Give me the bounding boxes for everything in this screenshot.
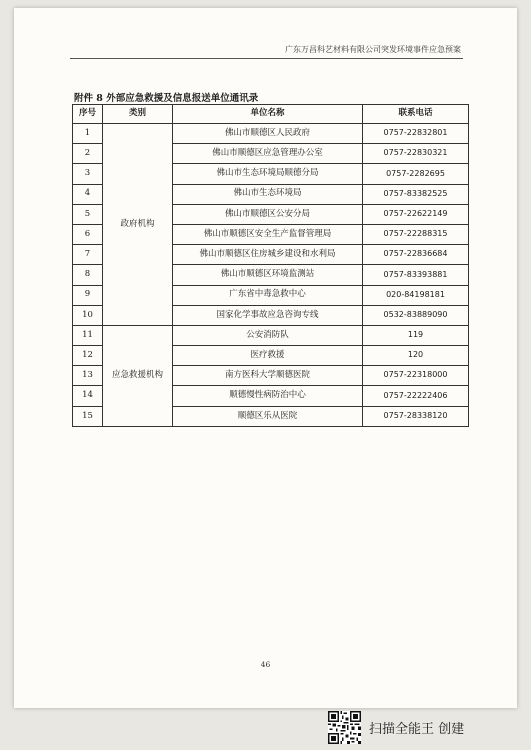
category-cell: 应急救援机构 xyxy=(103,325,173,426)
column-header-category: 类别 xyxy=(103,105,173,124)
unit-name-cell: 国家化学事故应急咨询专线 xyxy=(173,305,363,325)
row-number: 13 xyxy=(73,366,103,386)
running-header: 广东万昌科艺材料有限公司突发环境事件应急预案 xyxy=(285,45,461,54)
watermark-label: 扫描全能王 创建 xyxy=(369,721,465,737)
phone-cell: 0757-22222406 xyxy=(363,386,469,406)
row-number: 10 xyxy=(73,305,103,325)
unit-name-cell: 佛山市顺德区环境监测站 xyxy=(173,265,363,285)
phone-cell: 020-84198181 xyxy=(363,285,469,305)
phone-cell: 0757-22622149 xyxy=(363,204,469,224)
qr-code-icon xyxy=(328,711,361,744)
unit-name-cell: 顺德慢性病防治中心 xyxy=(173,386,363,406)
row-number: 8 xyxy=(73,265,103,285)
phone-cell: 119 xyxy=(363,325,469,345)
unit-name-cell: 佛山市生态环境局 xyxy=(173,184,363,204)
unit-name-cell: 佛山市生态环境局顺德分局 xyxy=(173,164,363,184)
unit-name-cell: 佛山市顺德区人民政府 xyxy=(173,124,363,144)
column-header-phone: 联系电话 xyxy=(363,105,469,124)
unit-name-cell: 佛山市顺德区应急管理办公室 xyxy=(173,144,363,164)
table-body xyxy=(73,124,469,427)
phone-cell: 0757-28338120 xyxy=(363,406,469,426)
phone-cell: 0757-22288315 xyxy=(363,224,469,244)
section-title: 附件 8 外部应急救援及信息报送单位通讯录 xyxy=(74,93,259,104)
unit-name-cell: 南方医科大学顺德医院 xyxy=(173,366,363,386)
scanner-watermark xyxy=(328,710,464,744)
unit-name-cell: 顺德区乐从医院 xyxy=(173,406,363,426)
row-number: 7 xyxy=(73,245,103,265)
unit-name-cell: 佛山市顺德区安全生产监督管理局 xyxy=(173,224,363,244)
row-number: 2 xyxy=(73,144,103,164)
phone-cell: 0757-22318000 xyxy=(363,366,469,386)
column-header-number: 序号 xyxy=(73,105,103,124)
phone-cell: 0757-83393881 xyxy=(363,265,469,285)
phone-cell: 0757-2282695 xyxy=(363,164,469,184)
unit-name-cell: 佛山市顺德区住房城乡建设和水利局 xyxy=(173,245,363,265)
row-number: 6 xyxy=(73,224,103,244)
row-number: 14 xyxy=(73,386,103,406)
table-row xyxy=(73,124,469,144)
row-number: 11 xyxy=(73,325,103,345)
row-number: 5 xyxy=(73,204,103,224)
phone-cell: 0757-83382525 xyxy=(363,184,469,204)
contact-table xyxy=(72,104,469,427)
row-number: 15 xyxy=(73,406,103,426)
row-number: 4 xyxy=(73,184,103,204)
page-number: 46 xyxy=(260,660,271,669)
document-page xyxy=(14,8,517,708)
phone-cell: 0757-22836684 xyxy=(363,245,469,265)
phone-cell: 0757-22832801 xyxy=(363,124,469,144)
unit-name-cell: 佛山市顺德区公安分局 xyxy=(173,204,363,224)
column-header-unit-name: 单位名称 xyxy=(173,105,363,124)
unit-name-cell: 公安消防队 xyxy=(173,325,363,345)
table-header-row xyxy=(73,105,469,124)
category-cell: 政府机构 xyxy=(103,124,173,326)
phone-cell: 120 xyxy=(363,346,469,366)
unit-name-cell: 广东省中毒急救中心 xyxy=(173,285,363,305)
header-rule xyxy=(70,58,463,59)
phone-cell: 0757-22830321 xyxy=(363,144,469,164)
row-number: 9 xyxy=(73,285,103,305)
row-number: 3 xyxy=(73,164,103,184)
row-number: 1 xyxy=(73,124,103,144)
row-number: 12 xyxy=(73,346,103,366)
table-row xyxy=(73,325,469,345)
phone-cell: 0532-83889090 xyxy=(363,305,469,325)
unit-name-cell: 医疗救援 xyxy=(173,346,363,366)
